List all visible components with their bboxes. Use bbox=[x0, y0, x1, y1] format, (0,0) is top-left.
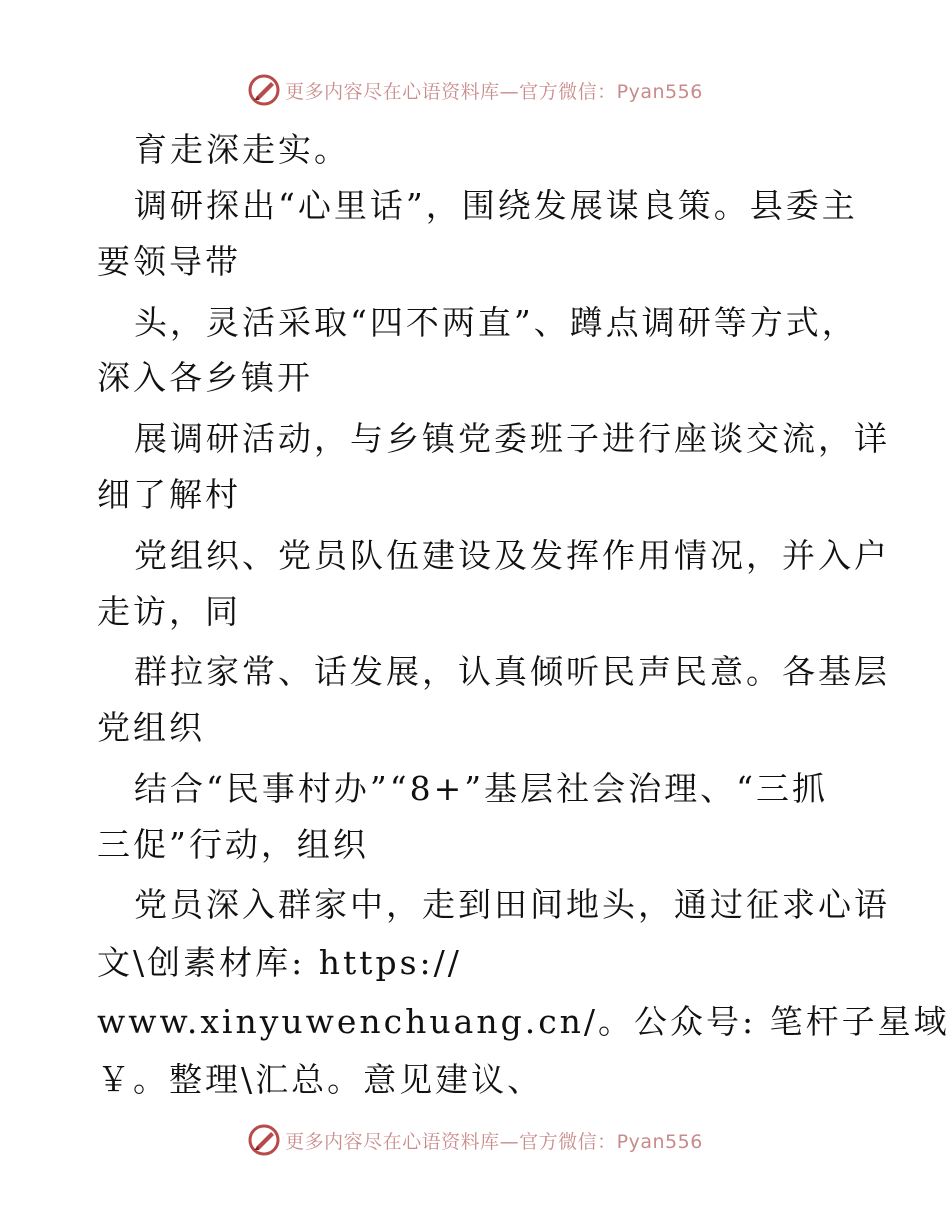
footer-watermark bbox=[0, 1120, 950, 1160]
header-watermark-text: 更多内容尽在心语资料库—官方微信：Pyan556 bbox=[285, 80, 703, 103]
body-line: 展调研活动，与乡镇党委班子进行座谈交流，详 bbox=[134, 419, 890, 458]
body-line: 调研探出“心里话”，围绕发展谋良策。县委主 bbox=[134, 186, 858, 225]
body-line: 细了解村 bbox=[97, 475, 241, 514]
body-line: www.xinyuwenchuang.cn/。公众号: 笔杆子星域 bbox=[97, 1002, 950, 1041]
body-line: 三促”行动，组织 bbox=[97, 825, 369, 864]
body-line: 育走深走实。 bbox=[134, 130, 350, 169]
body-line: 结合“民事村办”“8+”基层社会治理、“三抓 bbox=[134, 769, 828, 808]
footer-watermark-text: 更多内容尽在心语资料库—官方微信：Pyan556 bbox=[285, 1130, 703, 1153]
body-line: 群拉家常、话发展，认真倾听民声民意。各基层 bbox=[134, 652, 890, 691]
body-line: ￥。整理\汇总。意见建议、 bbox=[97, 1060, 544, 1099]
body-line: 文\创素材库: https:// bbox=[97, 943, 462, 982]
body-line: 走访，同 bbox=[97, 592, 241, 631]
body-line: 要领导带 bbox=[97, 242, 241, 281]
brush-logo-icon bbox=[247, 73, 281, 107]
body-line: 深入各乡镇开 bbox=[97, 358, 313, 397]
body-line: 党组织、党员队伍建设及发挥作用情况，并入户 bbox=[134, 536, 890, 575]
body-line: 党组织 bbox=[97, 708, 205, 747]
body-line: 头，灵活采取“四不两直”、蹲点调研等方式， bbox=[134, 303, 858, 342]
header-watermark bbox=[0, 70, 950, 110]
brush-logo-icon bbox=[247, 1123, 281, 1157]
body-line: 党员深入群家中，走到田间地头，通过征求心语 bbox=[134, 885, 890, 924]
